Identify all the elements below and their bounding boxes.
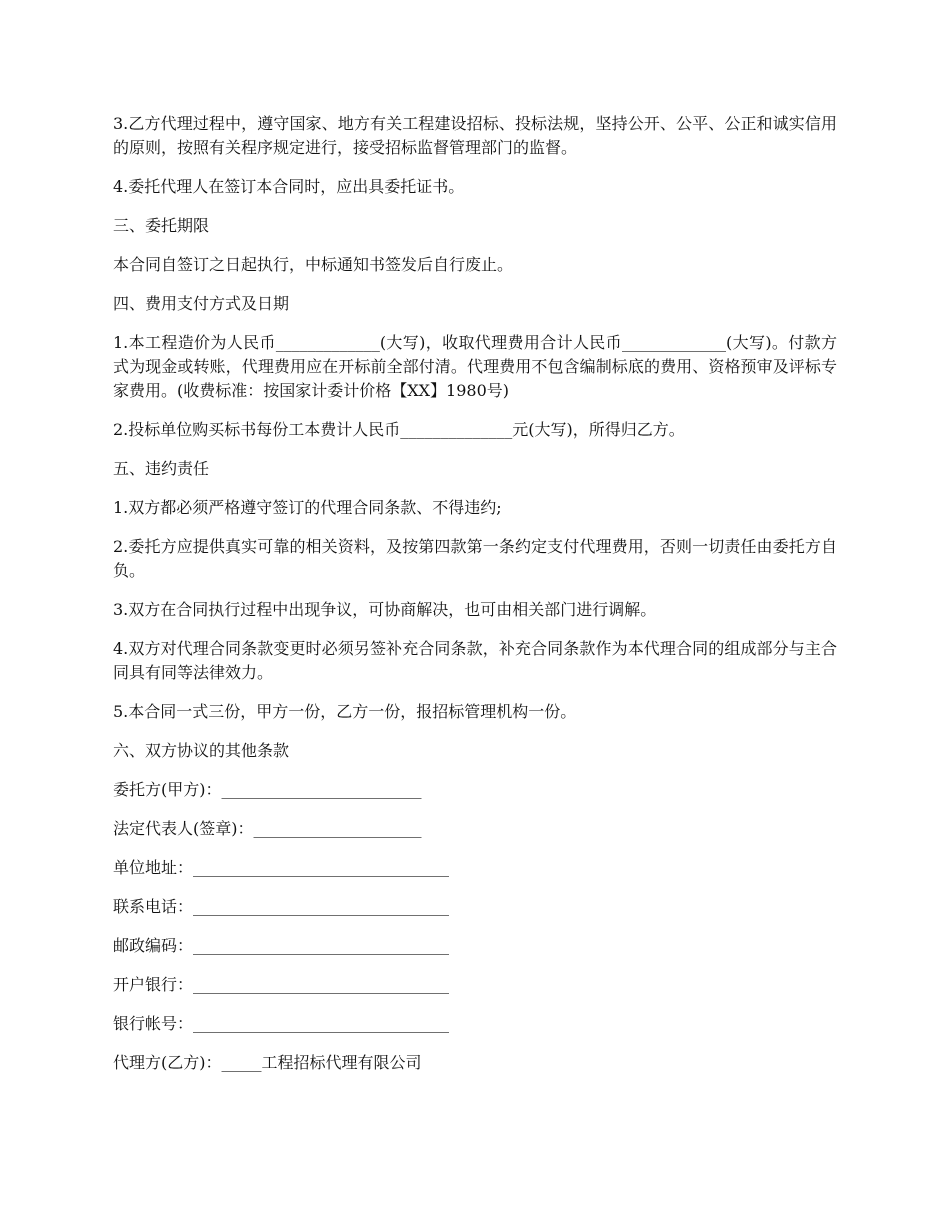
clause-4-power-of-attorney: 4.委托代理人在签订本合同时，应出具委托证书。 <box>113 177 465 196</box>
section-heading-liability: 五、违约责任 <box>113 459 210 478</box>
signature-field-principal: 委托方(甲方)：_________________________ <box>113 780 422 799</box>
clause-3-compliance: 3.乙方代理过程中，遵守国家、地方有关工程建设招标、投标法规，坚持公开、公平、公正和诚实信用的原则，按照有关程序规定进行，接受招标监督管理部门的监督。 <box>113 114 837 157</box>
liability-clause-1: 1.双方都必须严格遵守签订的代理合同条款、不得违约; <box>113 498 502 517</box>
section-heading-term: 三、委托期限 <box>113 216 210 235</box>
payment-clause-1: 1.本工程造价为人民币_____________(大写)，收取代理费用合计人民币_____________(大写)。付款方式为现金或转账，代理费用应在开标前全部付清。代理费用不包含编制标底的费用、资格预审及评标专家费用。(收费标准：按国家计委计价格【XX】1980号) <box>113 333 837 400</box>
term-paragraph: 本合同自签订之日起执行，中标通知书签发后自行废止。 <box>113 255 514 274</box>
signature-field-account: 银行帐号：________________________________ <box>113 1014 450 1033</box>
contract-page <box>113 112 837 1090</box>
section-heading-other-terms: 六、双方协议的其他条款 <box>113 741 290 760</box>
liability-clause-3: 3.双方在合同执行过程中出现争议，可协商解决，也可由相关部门进行调解。 <box>113 600 657 619</box>
signature-field-postcode: 邮政编码：________________________________ <box>113 936 450 955</box>
liability-clause-5: 5.本合同一式三份，甲方一份，乙方一份，报招标管理机构一份。 <box>113 702 577 721</box>
payment-clause-2: 2.投标单位购买标书每份工本费计人民币______________元(大写)，所得归乙方。 <box>113 420 685 439</box>
liability-clause-4: 4.双方对代理合同条款变更时必须另签补充合同条款，补充合同条款作为本代理合同的组成部分与主合同具有同等法律效力。 <box>113 639 837 682</box>
signature-field-bank: 开户银行：________________________________ <box>113 975 450 994</box>
section-heading-payment: 四、费用支付方式及日期 <box>113 294 290 313</box>
signature-field-address: 单位地址：________________________________ <box>113 858 450 877</box>
signature-field-agent: 代理方(乙方)：_____工程招标代理有限公司 <box>113 1053 422 1072</box>
signature-field-phone: 联系电话：________________________________ <box>113 897 450 916</box>
signature-field-legal-representative: 法定代表人(签章)：_____________________ <box>113 819 422 838</box>
liability-clause-2: 2.委托方应提供真实可靠的相关资料，及按第四款第一条约定支付代理费用，否则一切责任由委托方自负。 <box>113 537 837 580</box>
